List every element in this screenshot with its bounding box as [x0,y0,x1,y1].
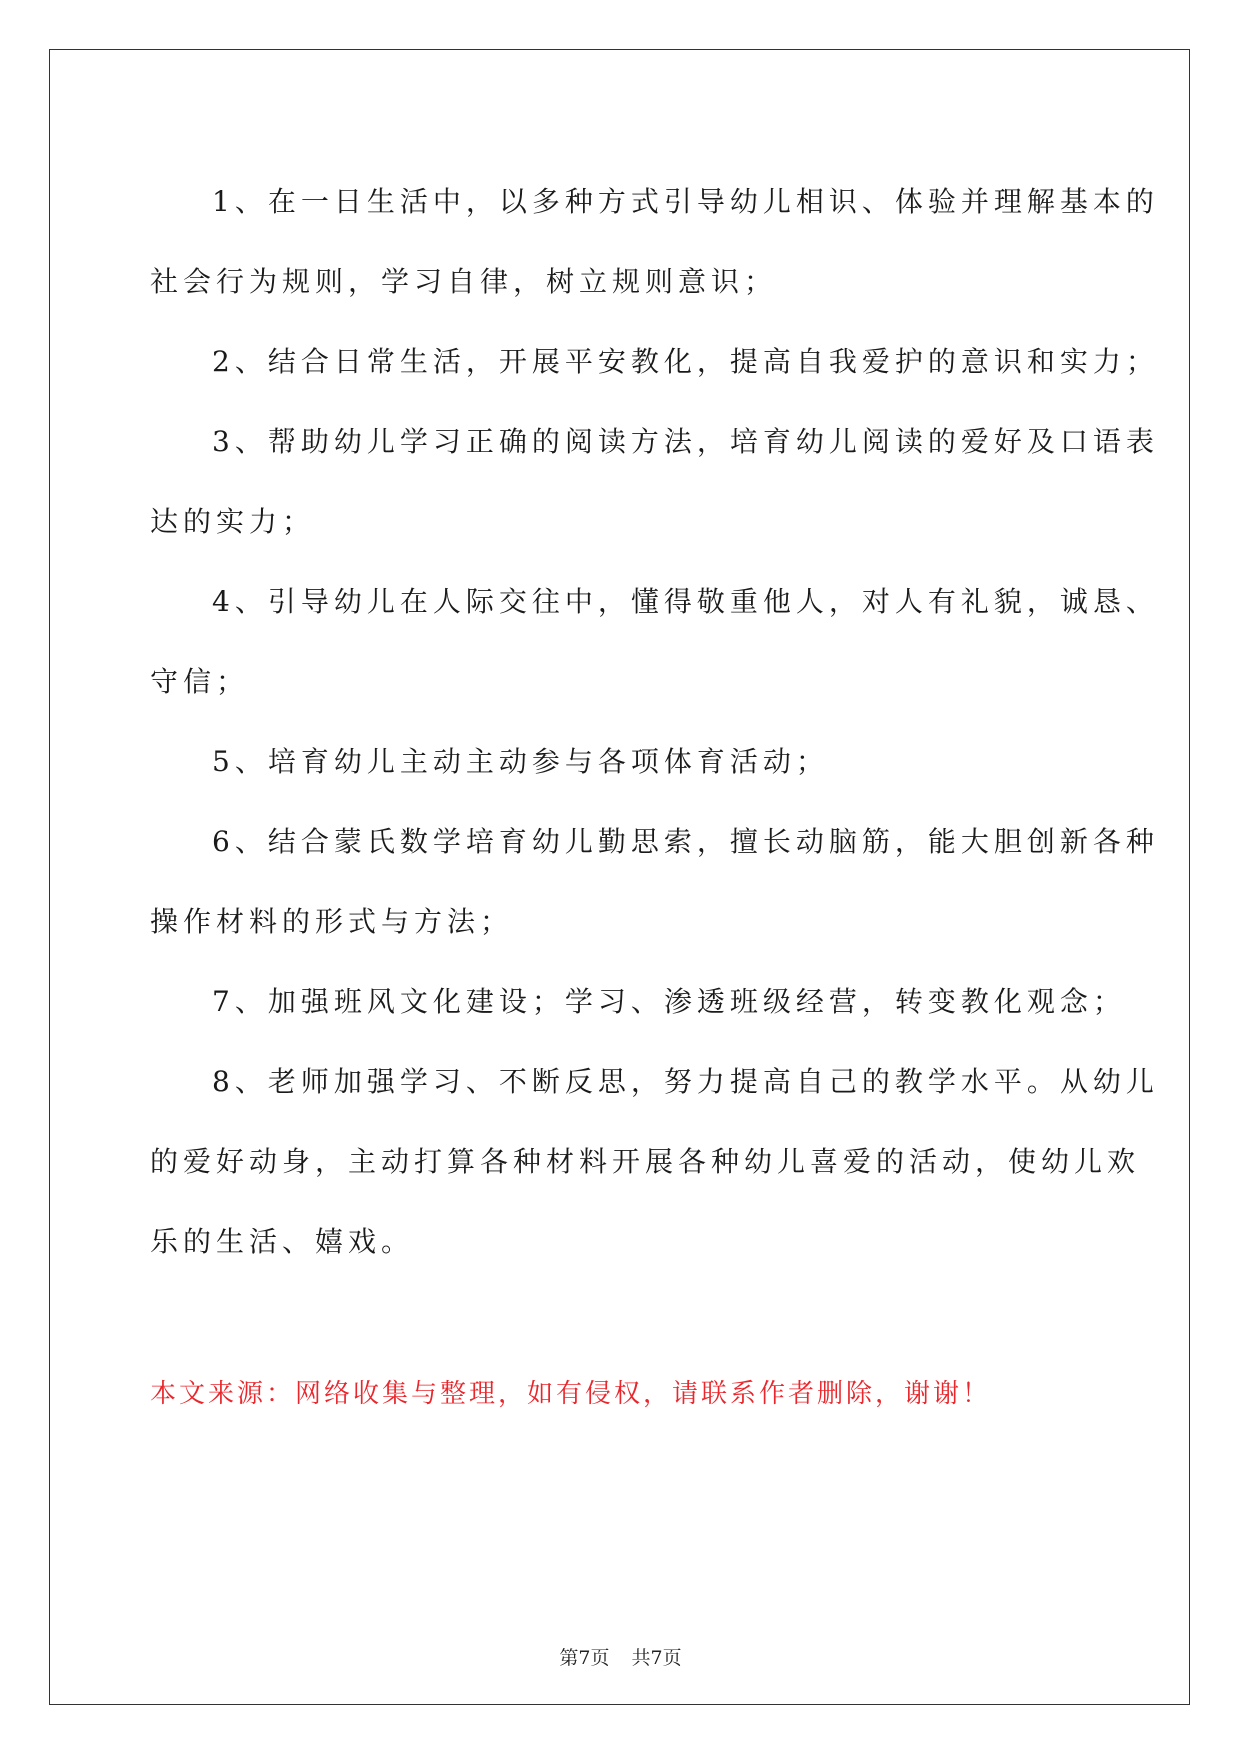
paragraph-6 [150,802,1159,962]
source-note: 本文来源：网络收集与整理，如有侵权，请联系作者删除，谢谢！ [150,1379,992,1409]
paragraph-2 [150,322,1159,402]
paragraph-3 [150,402,1159,562]
paragraph-4 [150,562,1159,722]
paragraph-line: 的爱好动身，主动打算各种材料开展各种幼儿喜爱的活动，使幼儿欢 [150,1145,1141,1178]
paragraph-line: 3、帮助幼儿学习正确的阅读方法，培育幼儿阅读的爱好及口语表 [212,425,1159,458]
paragraph-line: 8、老师加强学习、不断反思，努力提高自己的教学水平。从幼儿 [212,1065,1159,1098]
page-total: 共7页 [631,1647,682,1669]
paragraph-line: 7、加强班风文化建设；学习、渗透班级经营，转变教化观念； [212,985,1126,1018]
paragraph-line: 达的实力； [150,505,316,538]
paragraph-line: 4、引导幼儿在人际交往中，懂得敬重他人，对人有礼貌，诚恳、 [212,585,1159,618]
document-body [150,162,1159,1282]
paragraph-5 [150,722,1090,802]
paragraph-8 [150,1042,1159,1282]
paragraph-line: 乐的生活、嬉戏。 [150,1225,415,1258]
paragraph-line: 社会行为规则，学习自律，树立规则意识； [150,265,778,298]
paragraph-line: 1、在一日生活中，以多种方式引导幼儿相识、体验并理解基本的 [212,185,1159,218]
paragraph-line: 操作材料的形式与方法； [150,905,514,938]
paragraph-line: 2、结合日常生活，开展平安教化，提高自我爱护的意识和实力； [212,345,1159,378]
paragraph-line: 守信； [150,665,250,698]
page-footer [0,1643,1241,1670]
page-number: 第7页 [559,1647,610,1669]
paragraph-line: 6、结合蒙氏数学培育幼儿勤思索，擅长动脑筋，能大胆创新各种 [212,825,1159,858]
paragraph-1 [150,162,1159,322]
paragraph-7 [150,962,1126,1042]
paragraph-line: 5、培育幼儿主动主动参与各项体育活动； [212,745,829,778]
